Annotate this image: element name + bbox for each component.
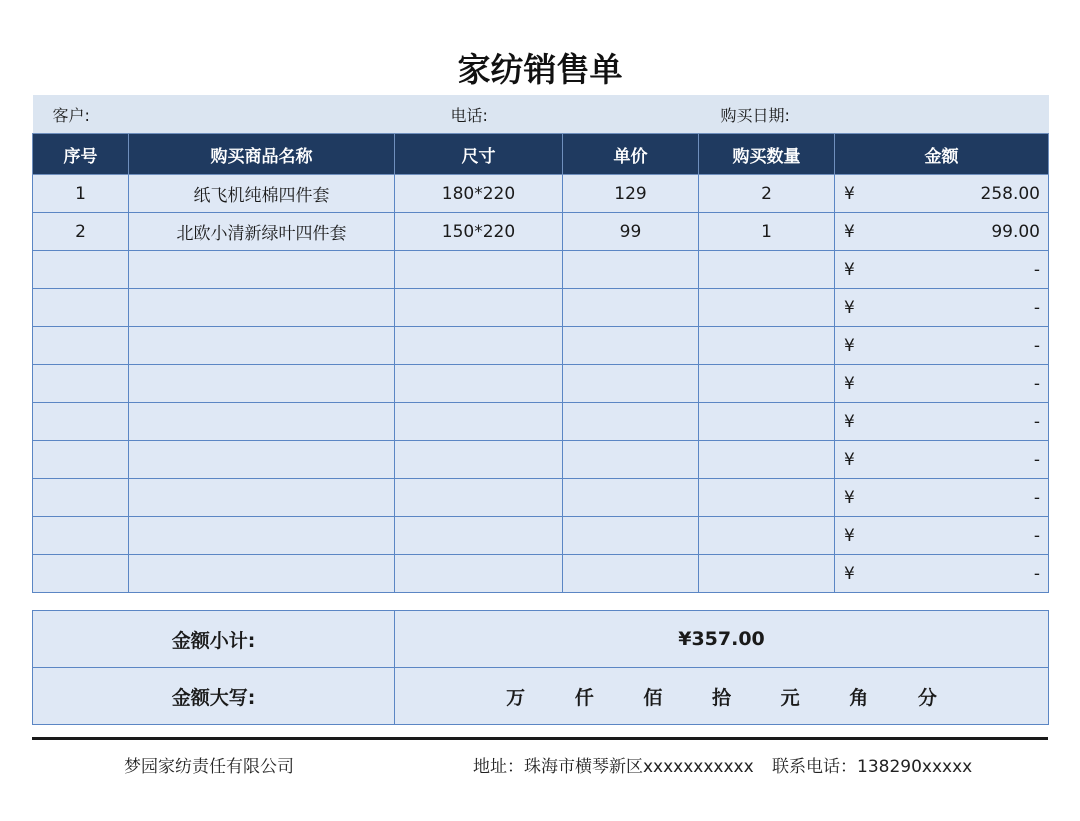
phone-label: 电话: xyxy=(395,95,699,134)
unit-wan: 万 xyxy=(506,686,526,709)
unit-jiao: 角 xyxy=(849,686,869,709)
unit-price-cell xyxy=(563,365,699,403)
product-name-cell xyxy=(129,403,395,441)
product-name-cell xyxy=(129,555,395,593)
table-row xyxy=(33,289,1049,327)
sales-table xyxy=(32,95,1049,593)
table-row xyxy=(33,213,1049,251)
table-header xyxy=(33,134,1049,175)
table-row xyxy=(33,517,1049,555)
product-size-cell xyxy=(395,251,563,289)
amount-cell xyxy=(835,441,1049,479)
amount-cell xyxy=(835,175,1049,213)
product-size-cell xyxy=(395,289,563,327)
currency-symbol: ¥ xyxy=(844,298,855,318)
currency-symbol: ¥ xyxy=(844,184,855,204)
unit-price-cell: 129 xyxy=(563,175,699,213)
column-header: 单价 xyxy=(563,134,699,175)
product-size-cell xyxy=(395,555,563,593)
amount-cell xyxy=(835,251,1049,289)
unit-fen: 分 xyxy=(917,686,937,709)
amount-value: - xyxy=(1033,374,1040,394)
amount-value: - xyxy=(1033,412,1040,432)
table-row xyxy=(33,175,1049,213)
currency-symbol: ¥ xyxy=(844,526,855,546)
amount-cell xyxy=(835,403,1049,441)
summary-section xyxy=(32,610,1048,725)
unit-price-cell xyxy=(563,251,699,289)
product-name-cell xyxy=(129,441,395,479)
product-size-cell xyxy=(395,327,563,365)
table-body xyxy=(33,175,1049,593)
quantity-cell xyxy=(699,441,835,479)
amount-cell xyxy=(835,327,1049,365)
quantity-cell: 2 xyxy=(699,175,835,213)
amount-value: - xyxy=(1033,488,1040,508)
subtotal-label: 金额小计: xyxy=(33,611,395,668)
product-size-cell xyxy=(395,479,563,517)
row-number-cell: 2 xyxy=(33,213,129,251)
date-label: 购买日期: xyxy=(699,95,1049,134)
table-row xyxy=(33,403,1049,441)
row-number-cell xyxy=(33,479,129,517)
product-name-cell xyxy=(129,479,395,517)
amount-value: 258.00 xyxy=(980,184,1040,204)
amount-value: - xyxy=(1033,526,1040,546)
footer-address: 地址：珠海市横琴新区xxxxxxxxxxx xyxy=(473,757,754,777)
uppercase-units xyxy=(395,668,1049,725)
product-size-cell: 180*220 xyxy=(395,175,563,213)
unit-yuan: 元 xyxy=(780,686,800,709)
row-number-cell: 1 xyxy=(33,175,129,213)
table-row xyxy=(33,365,1049,403)
column-header: 金额 xyxy=(835,134,1049,175)
amount-value: - xyxy=(1033,450,1040,470)
table-row xyxy=(33,441,1049,479)
unit-bai: 佰 xyxy=(643,686,663,709)
row-number-cell xyxy=(33,289,129,327)
quantity-cell xyxy=(699,403,835,441)
row-number-cell xyxy=(33,365,129,403)
unit-price-cell xyxy=(563,555,699,593)
column-header: 尺寸 xyxy=(395,134,563,175)
product-name-cell xyxy=(129,289,395,327)
summary-table xyxy=(32,610,1049,725)
table-row xyxy=(33,327,1049,365)
amount-value: - xyxy=(1033,336,1040,356)
product-name-cell xyxy=(129,365,395,403)
currency-symbol: ¥ xyxy=(844,222,855,242)
footer-divider xyxy=(32,737,1048,740)
product-size-cell xyxy=(395,441,563,479)
column-header: 序号 xyxy=(33,134,129,175)
footer-company: 梦园家纺责任有限公司 xyxy=(124,757,294,777)
table-row xyxy=(33,555,1049,593)
currency-symbol: ¥ xyxy=(844,412,855,432)
unit-price-cell: 99 xyxy=(563,213,699,251)
currency-symbol: ¥ xyxy=(844,450,855,470)
amount-value: - xyxy=(1033,298,1040,318)
currency-symbol: ¥ xyxy=(844,260,855,280)
unit-price-cell xyxy=(563,517,699,555)
product-size-cell xyxy=(395,403,563,441)
product-name-cell xyxy=(129,327,395,365)
footer-contact: 联系电话：138290xxxxx xyxy=(772,757,973,777)
currency-symbol: ¥ xyxy=(844,374,855,394)
unit-price-cell xyxy=(563,479,699,517)
amount-cell xyxy=(835,555,1049,593)
row-number-cell xyxy=(33,327,129,365)
subtotal-row xyxy=(33,611,1049,668)
product-size-cell xyxy=(395,517,563,555)
row-number-cell xyxy=(33,555,129,593)
product-name-cell: 北欧小清新绿叶四件套 xyxy=(129,213,395,251)
unit-price-cell xyxy=(563,327,699,365)
column-header: 购买商品名称 xyxy=(129,134,395,175)
unit-price-cell xyxy=(563,403,699,441)
product-name-cell: 纸飞机纯棉四件套 xyxy=(129,175,395,213)
product-size-cell xyxy=(395,365,563,403)
product-name-cell xyxy=(129,251,395,289)
amount-cell xyxy=(835,289,1049,327)
amount-cell xyxy=(835,517,1049,555)
unit-price-cell xyxy=(563,289,699,327)
column-header: 购买数量 xyxy=(699,134,835,175)
row-number-cell xyxy=(33,403,129,441)
quantity-cell xyxy=(699,479,835,517)
row-number-cell xyxy=(33,251,129,289)
row-number-cell xyxy=(33,441,129,479)
product-size-cell: 150*220 xyxy=(395,213,563,251)
uppercase-label: 金额大写: xyxy=(33,668,395,725)
table-row xyxy=(33,251,1049,289)
currency-symbol: ¥ xyxy=(844,488,855,508)
subtotal-value: ¥357.00 xyxy=(395,611,1049,668)
product-name-cell xyxy=(129,517,395,555)
quantity-cell xyxy=(699,365,835,403)
amount-cell xyxy=(835,213,1049,251)
page-title: 家纺销售单 xyxy=(457,50,623,89)
quantity-cell xyxy=(699,251,835,289)
amount-cell xyxy=(835,479,1049,517)
sales-table-container xyxy=(32,95,1048,593)
amount-value: 99.00 xyxy=(991,222,1040,242)
table-row xyxy=(33,479,1049,517)
quantity-cell xyxy=(699,555,835,593)
amount-value: - xyxy=(1033,564,1040,584)
quantity-cell: 1 xyxy=(699,213,835,251)
row-number-cell xyxy=(33,517,129,555)
unit-price-cell xyxy=(563,441,699,479)
quantity-cell xyxy=(699,327,835,365)
amount-cell xyxy=(835,365,1049,403)
amount-value: - xyxy=(1033,260,1040,280)
currency-symbol: ¥ xyxy=(844,564,855,584)
currency-symbol: ¥ xyxy=(844,336,855,356)
quantity-cell xyxy=(699,289,835,327)
info-row xyxy=(33,95,1049,134)
unit-qian: 仟 xyxy=(574,686,594,709)
unit-shi: 拾 xyxy=(711,686,731,709)
customer-label: 客户: xyxy=(33,95,395,134)
quantity-cell xyxy=(699,517,835,555)
uppercase-row xyxy=(33,668,1049,725)
